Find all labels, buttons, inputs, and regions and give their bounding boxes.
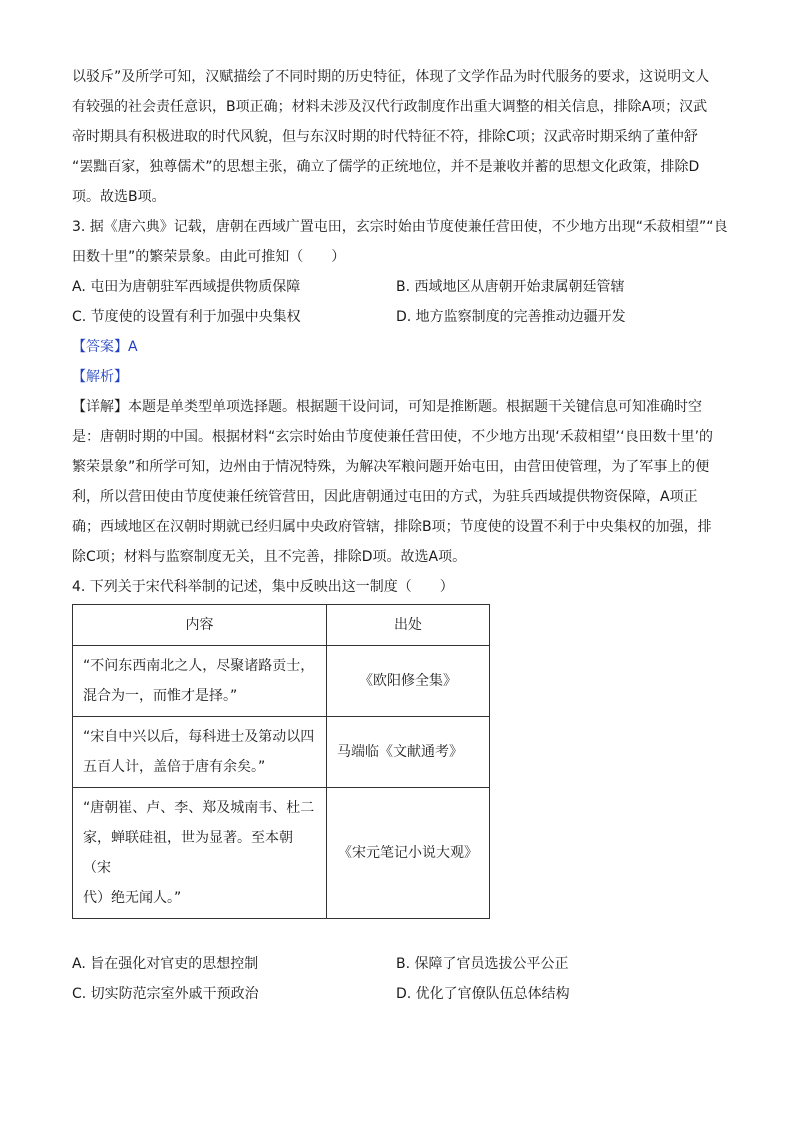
detail-line: 利，所以营田使由节度使兼任统管营田，因此唐朝通过屯田的方式，为驻兵西域提供物资保障，A项正 [72,489,698,505]
option-d: D. 地方监察制度的完善推动边疆开发 [396,309,626,325]
table-cell-content [73,788,327,919]
text-line: “罢黜百家，独尊儒术”的思想主张，确立了儒学的正统地位，并不是兼收并蓄的思想文化政策，排除D [72,159,700,175]
option-b: B. 西域地区从唐朝开始隶属朝廷管辖 [396,279,625,295]
cell-line: “宋自中兴以后，每科进士及第动以四 [83,729,315,745]
cell-line: 家，蝉联硅祖，世为显著。至本朝（宋 [83,830,293,876]
question-stem: 3. 据《唐六典》记载，唐朝在西域广置屯田，玄宗时始由节度使兼任营田使，不少地方出现“禾菽相望”“良 [72,219,728,235]
options-grid [72,272,732,332]
table-row [73,788,490,919]
detail-line: 繁荣景象”和所学可知，边州由于情况特殊，为解决军粮问题开始屯田，由营田使管理，为了军事上的便 [72,459,710,475]
table-cell-source: 《宋元笔记小说大观》 [327,788,490,919]
detail-line: 除C项；材料与监察制度无关，且不完善，排除D项。故选A项。 [72,549,467,565]
option-c: C. 切实防范宗室外戚干预政治 [72,986,259,1002]
cell-line: 混合为一，而惟才是择。” [83,688,238,704]
table-row [73,717,490,788]
question-stem: 田数十里”的繁荣景象。由此可推知（ ） [72,249,346,265]
document-page [72,62,732,1009]
table-cell-source: 《欧阳修全集》 [327,646,490,717]
cell-line: 代）绝无闻人。” [83,890,182,906]
question-3 [72,212,732,572]
option-a: A. 旨在强化对官吏的思想控制 [72,956,259,972]
detail-line: 是：唐朝时期的中国。根据材料“玄宗时始由节度使兼任营田使，不少地方出现‘禾菽相望’‘良田数十里’的 [72,429,714,445]
answer-label: 【答案】A [72,339,138,355]
table-cell-content [73,646,327,717]
table-cell-source: 马端临《文献通考》 [327,717,490,788]
cell-line: 五百人计，盖倍于唐有余矣。” [83,759,266,775]
text-line: 有较强的社会责任意识，B项正确；材料未涉及汉代行政制度作出重大调整的相关信息，排除A项；汉武 [72,99,708,115]
detail-line: 确；西域地区在汉朝时期就已经归属中央政府管辖，排除B项；节度使的设置不利于中央集权的加强，排 [72,519,712,535]
q2-analysis-continuation [72,62,732,212]
table-row [73,646,490,717]
text-line: 以驳斥”及所学可知，汉赋描绘了不同时期的历史特征，体现了文学作品为时代服务的要求，这说明文人 [72,69,710,85]
options-grid [72,949,732,1009]
text-line: 项。故选B项。 [72,189,166,205]
table-header-source: 出处 [327,605,490,646]
option-d: D. 优化了官僚队伍总体结构 [396,986,570,1002]
text-line: 帝时期具有积极进取的时代风貌，但与东汉时期的时代特征不符，排除C项；汉武帝时期采纳了董仲舒 [72,129,698,145]
source-table-wrap [72,604,489,919]
source-table [72,604,490,919]
question-stem: 4. 下列关于宋代科举制的记述，集中反映出这一制度（ ） [72,579,454,595]
option-a: A. 屯田为唐朝驻军西域提供物质保障 [72,279,301,295]
option-b: B. 保障了官员选拔公平公正 [396,956,569,972]
cell-line: “唐朝崔、卢、李、郑及城南韦、杜二 [83,800,315,816]
detail-line: 【详解】本题是单类型单项选择题。根据题干设问词，可知是推断题。根据题干关键信息可知准确时空 [72,399,702,415]
analysis-label: 【解析】 [72,369,128,385]
cell-line: “不问东西南北之人，尽聚诸路贡士， [83,658,315,674]
table-header-row [73,605,490,646]
table-header-content: 内容 [73,605,327,646]
question-4 [72,572,732,1009]
table-cell-content [73,717,327,788]
option-c: C. 节度使的设置有利于加强中央集权 [72,309,301,325]
